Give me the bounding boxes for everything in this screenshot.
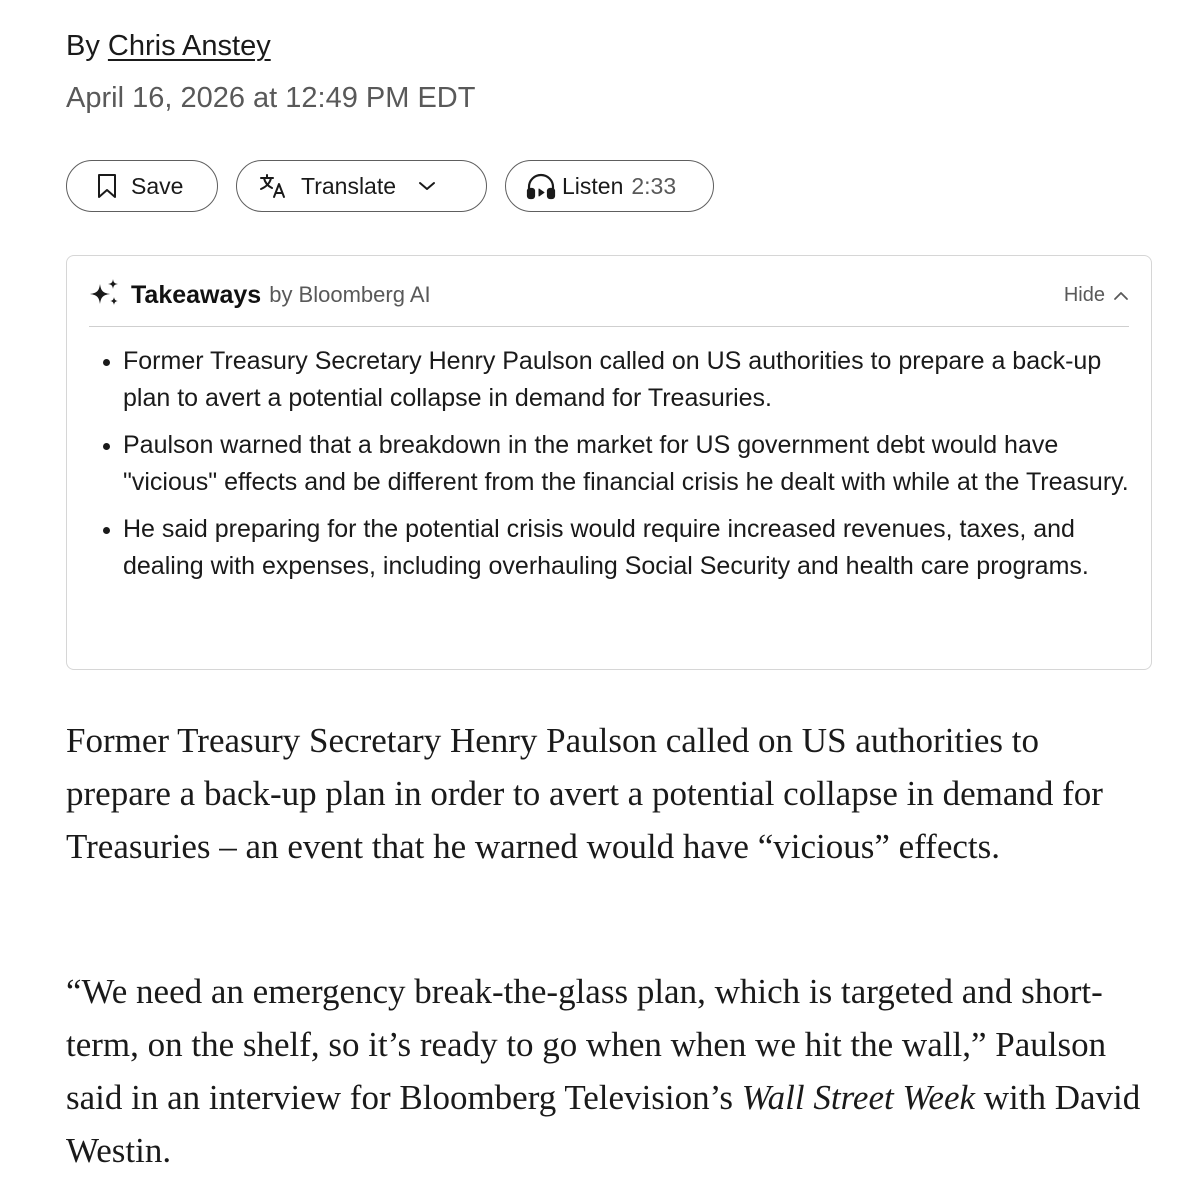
headphones-icon xyxy=(526,172,556,200)
takeaway-item: Paulson warned that a breakdown in the market for US government debt would have "vicious" effects and be different from the financial crisis he dealt with while at the Treasury. xyxy=(123,427,1135,500)
hide-takeaways-button[interactable] xyxy=(1064,284,1129,307)
takeaways-title: Takeaways xyxy=(131,280,262,309)
takeaway-item: Former Treasury Secretary Henry Paulson called on US authorities to prepare a back-up plan to avert a potential collapse in demand for Treasuries. xyxy=(123,343,1135,416)
save-button[interactable] xyxy=(66,160,218,212)
translate-label: Translate xyxy=(301,172,397,199)
article-paragraph xyxy=(66,965,1152,1177)
takeaways-list xyxy=(123,343,1135,595)
byline-prefix: By xyxy=(66,30,108,62)
sparkle-icon xyxy=(89,278,121,313)
save-label: Save xyxy=(131,172,184,199)
takeaways-panel xyxy=(66,255,1152,670)
takeaways-attribution: by Bloomberg AI xyxy=(269,282,431,307)
translate-icon xyxy=(259,173,287,199)
listen-label: Listen xyxy=(562,172,624,199)
chevron-up-icon xyxy=(1105,284,1129,307)
publish-date: April 16, 2026 at 12:49 PM EDT xyxy=(66,82,476,114)
byline xyxy=(66,28,271,64)
hide-label: Hide xyxy=(1063,283,1105,306)
listen-button[interactable] xyxy=(505,160,714,212)
paragraph-text: with David Westin. xyxy=(66,1078,1141,1170)
bookmark-icon xyxy=(97,173,117,199)
chevron-down-icon xyxy=(418,180,436,192)
show-title: Wall Street Week xyxy=(741,1078,976,1117)
listen-duration: 2:33 xyxy=(631,172,677,199)
paragraph-text: “We need an emergency break-the-glass plan, which is targeted and short-term, on the shelf, so it’s ready to go when when we hit the wall,” Paulson said in an interview for Bloomberg Television’s xyxy=(66,972,1107,1117)
takeaways-divider xyxy=(89,326,1129,327)
article-paragraph: Former Treasury Secretary Henry Paulson called on US authorities to prepare a back-up plan in order to avert a potential collapse in demand for Treasuries – an event that he warned would have “vicious” effects. xyxy=(66,721,1103,866)
takeaway-item: He said preparing for the potential crisis would require increased revenues, taxes, and dealing with expenses, including overhauling Social Security and health care programs. xyxy=(123,511,1135,584)
takeaways-header xyxy=(89,278,1129,312)
translate-button[interactable] xyxy=(236,160,487,212)
author-link[interactable]: Chris Anstey xyxy=(107,30,271,62)
article-actions xyxy=(66,160,714,212)
